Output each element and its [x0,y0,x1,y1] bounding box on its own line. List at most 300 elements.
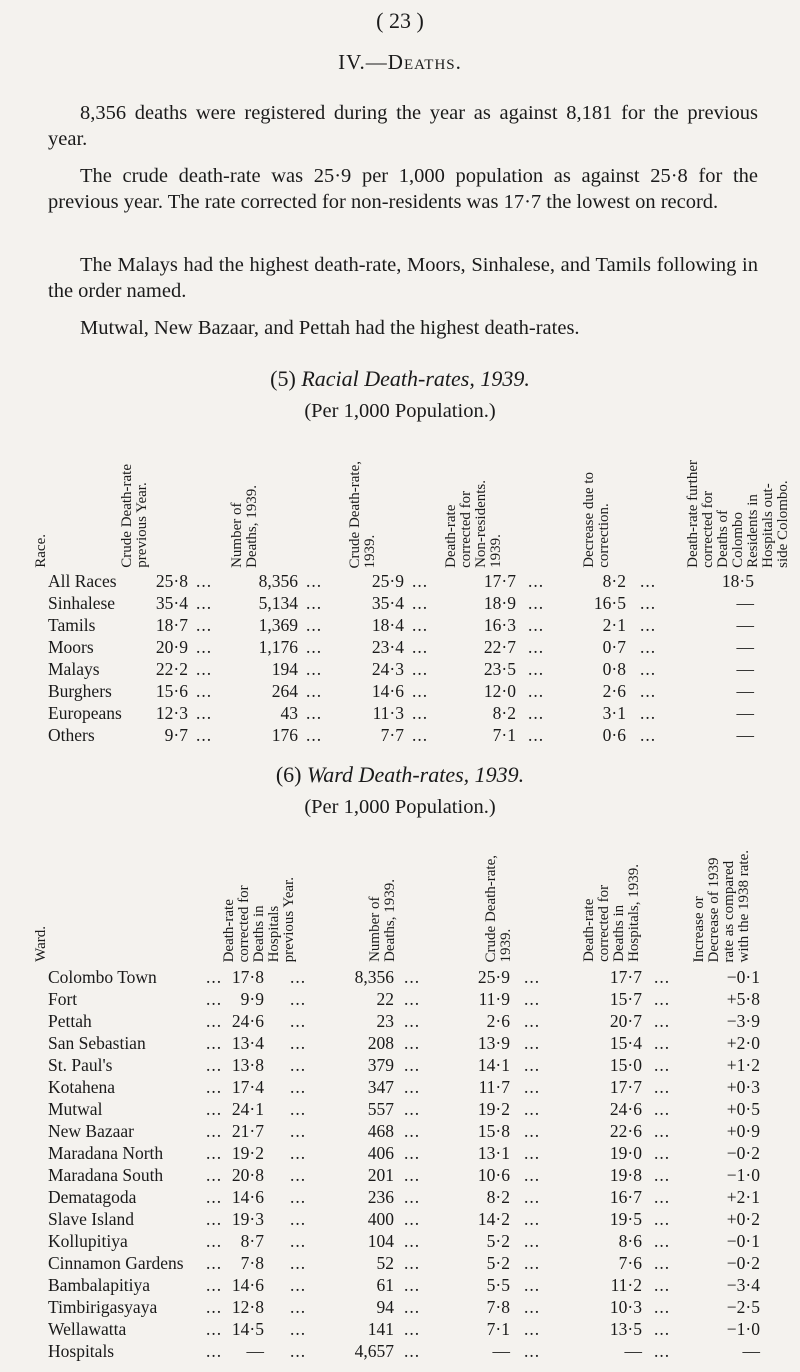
racial-row [0,614,800,636]
ward-cell-crude: 5·5 [486,1275,510,1295]
racial-col-header-6 [686,460,791,568]
racial-cell-crude: 18·4 [371,615,404,635]
racial-row [0,680,800,702]
leader-dots: ... [404,1077,421,1097]
leader-dots: ... [412,615,429,635]
racial-cell-prev: 18·7 [155,615,188,635]
leader-dots: ... [206,1099,223,1119]
leader-dots: ... [290,967,307,987]
racial-col-header-line: Crude Death-rate [119,464,135,568]
racial-col-header-line: side Colombo. [775,480,791,568]
racial-col-header-line: Death-rate further [685,460,701,568]
leader-dots: ... [206,1187,223,1207]
ward-row [0,1142,800,1164]
ward-cell-change: +0·9 [726,1121,760,1141]
racial-cell-deaths: 194 [271,659,298,679]
leader-dots: ... [654,967,671,987]
ward-row-label: Dematagoda [48,1187,137,1207]
paragraph-wards: Mutwal, New Bazaar, and Pettah had the highest death-rates. [80,317,580,339]
racial-row [0,658,800,680]
leader-dots: ... [654,1143,671,1163]
leader-dots: ... [524,1143,541,1163]
leader-dots: ... [404,1033,421,1053]
leader-dots: ... [404,1187,421,1207]
leader-dots: ... [654,1319,671,1339]
ward-col-header-3 [484,855,514,962]
leader-dots: ... [196,637,213,657]
leader-dots: ... [640,593,657,613]
ward-col-header-line: rate as compared [721,860,737,962]
racial-cell-prev: 35·4 [155,593,188,613]
ward-col-header-line: corrected for [596,884,612,962]
ward-row-label: Fort [48,989,78,1009]
leader-dots: ... [306,681,323,701]
ward-cell-corrected: 15·0 [609,1055,642,1075]
ward-cell-change: −3·4 [726,1275,760,1295]
ward-col-header-line: Death-rate [581,898,597,962]
racial-row-label: Burghers [48,681,112,701]
ward-row [0,1318,800,1340]
ward-cell-deaths: 208 [367,1033,394,1053]
ward-cell-corrected: 15·4 [609,1033,642,1053]
racial-col-header-line: previous Year. [134,482,150,568]
leader-dots: ... [290,1341,307,1361]
leader-dots: ... [206,1143,223,1163]
ward-col-header-line: Decrease of 1939 [706,857,722,962]
racial-row-label: Others [48,725,95,745]
ward-cell-corrected: 8·6 [618,1231,642,1251]
racial-cell-corrected: 18·9 [483,593,516,613]
racial-col-header-line: Residents in [745,494,761,568]
ward-col-header-1 [222,877,297,962]
ward-col-header-line: Number of [367,896,383,962]
racial-col-header-2 [230,485,260,568]
ward-cell-prev: 14·5 [231,1319,264,1339]
leader-dots: ... [206,1121,223,1141]
ward-cell-corrected: 22·6 [609,1121,642,1141]
ward-col-header-line: Increase or [691,895,707,962]
leader-dots: ... [654,1231,671,1251]
leader-dots: ... [196,571,213,591]
ward-row [0,1252,800,1274]
ward-cell-prev: 9·9 [240,989,264,1009]
leader-dots: ... [412,681,429,701]
racial-row [0,702,800,724]
leader-dots: ... [306,615,323,635]
leader-dots: ... [290,1055,307,1075]
leader-dots: ... [290,1209,307,1229]
leader-dots: ... [528,615,545,635]
ward-cell-prev: 13·4 [231,1033,264,1053]
ward-cell-change: +5·8 [726,989,760,1009]
leader-dots: ... [640,615,657,635]
leader-dots: ... [640,637,657,657]
racial-col-header-line: corrected for [700,490,716,568]
racial-table [0,570,800,746]
leader-dots: ... [528,593,545,613]
racial-cell-prev: 20·9 [155,637,188,657]
ward-col-header-line: Deaths in [251,904,267,962]
leader-dots: ... [290,1099,307,1119]
ward-cell-change: +2·1 [726,1187,760,1207]
ward-row [0,1054,800,1076]
ward-row [0,1076,800,1098]
ward-cell-prev: 14·6 [231,1275,264,1295]
ward-cell-change: −0·2 [726,1253,760,1273]
racial-col-header-line: correction. [596,503,612,568]
leader-dots: ... [206,1077,223,1097]
ward-cell-deaths: 201 [367,1165,394,1185]
leader-dots: ... [654,1011,671,1031]
ward-cell-deaths: 379 [367,1055,394,1075]
ward-row [0,1120,800,1142]
ward-cell-crude: 10·6 [477,1165,510,1185]
racial-col-header-4 [444,480,504,568]
leader-dots: ... [404,989,421,1009]
ward-row-label: Mutwal [48,1099,103,1119]
leader-dots: ... [404,1099,421,1119]
leader-dots: ... [404,1165,421,1185]
racial-row-label: Sinhalese [48,593,116,613]
racial-cell-decrease: 0·6 [602,725,626,745]
leader-dots: ... [196,659,213,679]
leader-dots: ... [654,1033,671,1053]
leader-dots: ... [404,1231,421,1251]
ward-cell-change: −2·5 [726,1297,760,1317]
leader-dots: ... [290,1077,307,1097]
ward-cell-change: −3·9 [726,1011,760,1031]
racial-cell-deaths: 43 [280,703,298,723]
ward-col-header-line: Deaths in [611,904,627,962]
racial-cell-crude: 14·6 [371,681,404,701]
ward-cell-corrected: 19·8 [609,1165,642,1185]
ward-row-label: Maradana North [48,1143,164,1163]
ward-table [0,966,800,1362]
leader-dots: ... [206,967,223,987]
ward-col-header-line: Death-rate [221,898,237,962]
ward-col-header-line: corrected for [236,884,252,962]
ward-cell-crude: 15·8 [477,1121,510,1141]
leader-dots: ... [196,703,213,723]
ward-row [0,988,800,1010]
leader-dots: ... [640,703,657,723]
leader-dots: ... [206,1319,223,1339]
leader-dots: ... [404,1121,421,1141]
leader-dots: ... [654,1121,671,1141]
ward-table-title: (6) Ward Death-rates, 1939. [275,762,525,787]
racial-cell-decrease: 0·7 [602,637,626,657]
racial-cell-further: — [736,615,754,635]
racial-row-label: Moors [48,637,94,657]
racial-cell-corrected: 8·2 [492,703,516,723]
ward-cell-deaths: 8,356 [354,967,394,987]
racial-cell-corrected: 12·0 [483,681,516,701]
leader-dots: ... [528,659,545,679]
racial-cell-further: — [736,703,754,723]
leader-dots: ... [524,967,541,987]
leader-dots: ... [206,1011,223,1031]
leader-dots: ... [524,1297,541,1317]
ward-row-label: Pettah [48,1011,92,1031]
ward-row-label: San Sebastian [48,1033,146,1053]
leader-dots: ... [206,1275,223,1295]
leader-dots: ... [528,703,545,723]
ward-cell-deaths: 94 [376,1297,394,1317]
ward-col-header-line: with the 1938 rate. [736,849,752,962]
leader-dots: ... [654,1165,671,1185]
ward-cell-prev: 8·7 [240,1231,264,1251]
ward-cell-prev: 7·8 [240,1253,264,1273]
leader-dots: ... [524,989,541,1009]
ward-cell-deaths: 347 [367,1077,394,1097]
leader-dots: ... [290,1231,307,1251]
leader-dots: ... [654,1099,671,1119]
leader-dots: ... [640,725,657,745]
ward-cell-corrected: 17·7 [609,1077,642,1097]
ward-col-header-line: previous Year. [281,876,297,962]
leader-dots: ... [412,703,429,723]
leader-dots: ... [290,1319,307,1339]
racial-cell-decrease: 2·6 [602,681,626,701]
paragraph-crude-rate: The crude death-rate was 25·9 per 1,000 population as against 25·8 for the previous year. The rate corrected for non-residents was 17·7 the lowest on record. [48,165,758,213]
ward-cell-change: −1·0 [726,1165,760,1185]
ward-cell-deaths: 104 [367,1231,394,1251]
section-heading: IV.—Deaths. [338,50,462,74]
ward-row [0,1274,800,1296]
leader-dots: ... [290,1187,307,1207]
racial-cell-deaths: 8,356 [258,571,298,591]
ward-row [0,1186,800,1208]
ward-cell-change: +1·2 [726,1055,760,1075]
ward-row [0,1098,800,1120]
ward-cell-corrected: 20·7 [609,1011,642,1031]
ward-cell-deaths: 557 [367,1099,394,1119]
leader-dots: ... [290,1033,307,1053]
ward-cell-crude: 5·2 [486,1231,510,1251]
leader-dots: ... [524,1209,541,1229]
ward-cell-deaths: 61 [376,1275,394,1295]
ward-col-header-line: Hospitals [266,905,282,962]
racial-cell-decrease: 2·1 [602,615,626,635]
leader-dots: ... [290,1121,307,1141]
leader-dots: ... [206,1341,223,1361]
ward-table-subtitle: (Per 1,000 Population.) [304,796,496,818]
leader-dots: ... [290,1143,307,1163]
ward-cell-crude: — [492,1341,510,1361]
racial-cell-crude: 24·3 [371,659,404,679]
leader-dots: ... [654,1187,671,1207]
ward-row-label: Bambalapitiya [48,1275,151,1295]
leader-dots: ... [404,1341,421,1361]
racial-table-title: (5) Racial Death-rates, 1939. [270,366,530,391]
racial-row [0,724,800,746]
ward-cell-corrected: 13·5 [609,1319,642,1339]
racial-row [0,636,800,658]
racial-col-header-line: Crude Death-rate, [347,460,363,568]
ward-row [0,1208,800,1230]
ward-cell-crude: 13·9 [477,1033,510,1053]
leader-dots: ... [640,571,657,591]
racial-cell-further: — [736,659,754,679]
ward-cell-corrected: 11·2 [610,1275,642,1295]
ward-cell-corrected: 15·7 [609,989,642,1009]
racial-cell-corrected: 17·7 [483,571,516,591]
racial-row [0,592,800,614]
ward-col-header-0 [34,926,49,962]
racial-cell-further: — [736,681,754,701]
racial-row [0,570,800,592]
racial-cell-corrected: 7·1 [492,725,516,745]
racial-cell-corrected: 16·3 [483,615,516,635]
ward-cell-prev: 21·7 [231,1121,264,1141]
leader-dots: ... [524,1253,541,1273]
leader-dots: ... [306,571,323,591]
leader-dots: ... [206,1253,223,1273]
racial-col-header-line: Death-rate [443,504,459,568]
leader-dots: ... [404,1209,421,1229]
racial-col-header-line: 1939. [362,534,378,568]
ward-row [0,1230,800,1252]
leader-dots: ... [524,1121,541,1141]
racial-cell-deaths: 1,176 [258,637,298,657]
racial-cell-decrease: 0·8 [602,659,626,679]
leader-dots: ... [306,725,323,745]
racial-cell-decrease: 8·2 [602,571,626,591]
ward-table-header [0,826,800,962]
ward-row-label: Timbirigasyaya [48,1297,158,1317]
ward-cell-crude: 5·2 [486,1253,510,1273]
ward-col-header-line: Crude Death-rate, [483,854,499,962]
leader-dots: ... [404,1055,421,1075]
ward-cell-change: −0·1 [726,1231,760,1251]
racial-cell-further: — [736,725,754,745]
ward-row-label: Kollupitiya [48,1231,128,1251]
ward-cell-prev: 17·8 [231,967,264,987]
racial-col-header-5 [582,472,612,568]
leader-dots: ... [412,725,429,745]
leader-dots: ... [404,1275,421,1295]
racial-cell-prev: 15·6 [155,681,188,701]
leader-dots: ... [524,1099,541,1119]
leader-dots: ... [528,681,545,701]
ward-cell-prev: 20·8 [231,1165,264,1185]
ward-cell-prev: 19·2 [231,1143,264,1163]
leader-dots: ... [412,637,429,657]
racial-col-header-line: corrected for [458,490,474,568]
racial-cell-further: — [736,637,754,657]
leader-dots: ... [640,659,657,679]
ward-cell-prev: 13·8 [231,1055,264,1075]
leader-dots: ... [524,1341,541,1361]
leader-dots: ... [206,1165,223,1185]
ward-cell-prev: 17·4 [231,1077,264,1097]
ward-row-label: Cinnamon Gardens [48,1253,184,1273]
leader-dots: ... [524,1275,541,1295]
leader-dots: ... [640,681,657,701]
racial-cell-prev: 12·3 [155,703,188,723]
leader-dots: ... [528,637,545,657]
leader-dots: ... [654,1077,671,1097]
leader-dots: ... [654,1275,671,1295]
ward-col-header-line: Deaths, 1939. [382,879,398,962]
ward-cell-crude: 11·7 [478,1077,510,1097]
ward-cell-deaths: 52 [376,1253,394,1273]
ward-cell-change: +0·2 [726,1209,760,1229]
ward-cell-crude: 14·2 [477,1209,510,1229]
racial-col-header-line: Colombo [730,512,746,568]
racial-cell-decrease: 16·5 [593,593,626,613]
ward-cell-crude: 19·2 [477,1099,510,1119]
racial-cell-corrected: 23·5 [483,659,516,679]
ward-cell-deaths: 141 [367,1319,394,1339]
racial-col-header-line: Deaths, 1939. [244,485,260,568]
leader-dots: ... [412,571,429,591]
leader-dots: ... [524,1077,541,1097]
leader-dots: ... [654,989,671,1009]
racial-cell-corrected: 22·7 [483,637,516,657]
leader-dots: ... [654,1253,671,1273]
racial-table-subtitle: (Per 1,000 Population.) [304,400,496,422]
leader-dots: ... [306,659,323,679]
ward-row [0,966,800,988]
leader-dots: ... [206,1033,223,1053]
leader-dots: ... [404,1011,421,1031]
leader-dots: ... [404,1253,421,1273]
ward-cell-crude: 13·1 [477,1143,510,1163]
ward-cell-corrected: 24·6 [609,1099,642,1119]
leader-dots: ... [196,593,213,613]
racial-col-header-3 [348,461,378,568]
paragraph-races: The Malays had the highest death-rate, Moors, Sinhalese, and Tamils following in the order named. [48,254,758,302]
leader-dots: ... [404,1143,421,1163]
racial-col-header-line: Hospitals out- [760,483,776,568]
ward-cell-deaths: 22 [376,989,394,1009]
ward-cell-corrected: 10·3 [609,1297,642,1317]
leader-dots: ... [524,1011,541,1031]
ward-cell-corrected: 16·7 [609,1187,642,1207]
leader-dots: ... [654,1341,671,1361]
ward-row [0,1032,800,1054]
racial-col-header-line: Race. [33,534,49,568]
racial-table-header [0,432,800,568]
leader-dots: ... [524,1319,541,1339]
ward-cell-prev: 24·1 [231,1099,264,1119]
leader-dots: ... [654,1209,671,1229]
ward-cell-crude: 2·6 [486,1011,510,1031]
leader-dots: ... [206,989,223,1009]
ward-cell-prev: — [246,1341,264,1361]
ward-cell-corrected: 7·6 [618,1253,642,1273]
leader-dots: ... [306,703,323,723]
racial-col-header-line: 1939. [488,534,504,568]
leader-dots: ... [412,659,429,679]
ward-cell-prev: 12·8 [231,1297,264,1317]
ward-col-header-line: Hospitals, 1939. [626,864,642,962]
racial-cell-deaths: 264 [271,681,298,701]
racial-row-label: Malays [48,659,100,679]
leader-dots: ... [196,615,213,635]
leader-dots: ... [524,1231,541,1251]
leader-dots: ... [206,1231,223,1251]
ward-col-header-4 [582,864,642,962]
racial-cell-decrease: 3·1 [602,703,626,723]
ward-cell-crude: 7·1 [486,1319,510,1339]
leader-dots: ... [654,1297,671,1317]
racial-cell-deaths: 1,369 [258,615,298,635]
racial-col-header-0 [34,534,49,568]
ward-cell-corrected: — [624,1341,642,1361]
ward-row-label: Maradana South [48,1165,164,1185]
